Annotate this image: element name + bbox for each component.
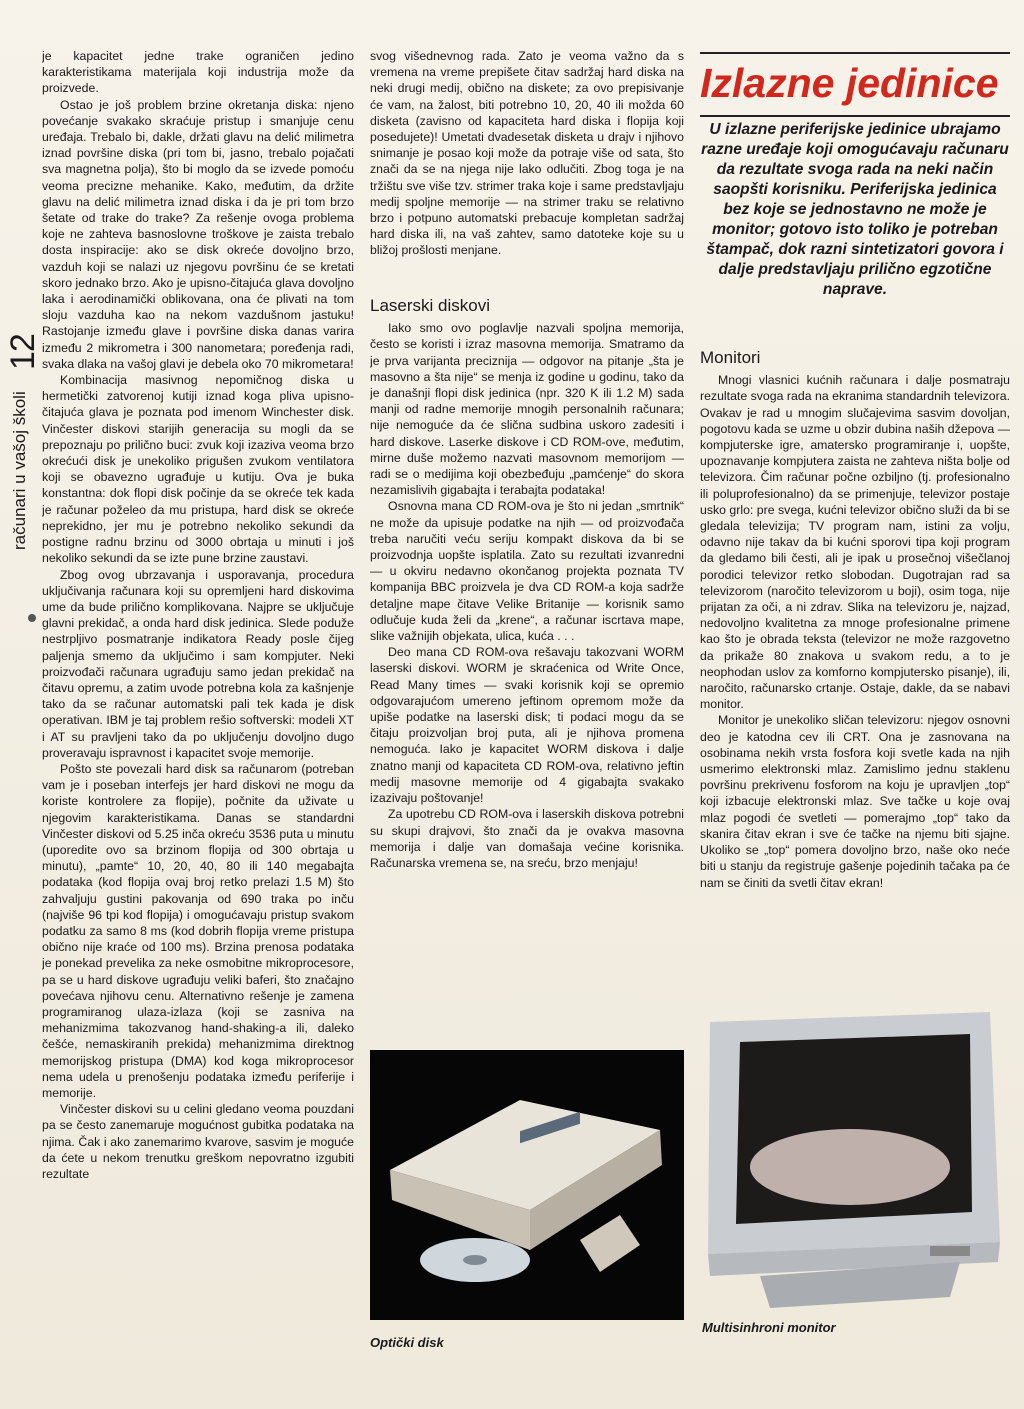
paragraph: Osnovna mana CD ROM-ova je što ni jedan „smrtnik“ ne može da upisuje podatke na njih — od proizvođača treba naručiti veću seriju kompakt diskova da bi se proizvodnja uopšte isplatila. Zato su rezultati izvanredni — u okviru nedavno okončanog projekta poznata TV kompanija BBC proizvela je dva CD ROM-a koja sadrže detaljne mape čitave Velike Britanije — korisnik samo odlučuje kuda želi da „krene“, a računar iscrtava mape, slike važnijih objekata, ulica, kuća . . . <box>370 499 684 644</box>
bullet-dot <box>28 614 36 622</box>
paragraph: Deo mana CD ROM-ova rešavaju takozvani WORM laserski diskovi. WORM je skraćenica od Write Once, Read Many times — svaki korisnik koji se opremio odgovarajućom umereno jeftinom opremom može da upiše podatke na laserski disk; ti podaci mogu da se čitaju proizvoljan broj puta, ali je njihova promena nemoguća. Iako je kapacitet WORM diskova i dalje znatno manji od kapaciteta CD ROM-ova, relativno jeftin medij masovne memorije od 4 gigabajta svakako izazivaju poštovanje! <box>370 645 684 806</box>
paragraph: Vinčester diskovi su u celini gledano veoma pouzdani pa se često zanemaruje mogućnost gubitka podataka na njima. Čak i ako zanemarimo kvarove, sasvim je moguće da ćete u nekom trenutku greškom nepovratno izgubiti rezultate <box>42 1102 354 1182</box>
paragraph: svog višednevnog rada. Zato je veoma važno da s vremena na vreme prepišete čitav sadržaj hard diska na neki drugi medij, obično na diskete; za ovo prepisivanje će vam, na žalost, biti potrebno 10, 20, 40 ili možda 60 disketa (zavisno od kapaciteta hard diska i flopija koji posedujete)! Umetati dvadesetak disketa u drajv i njihovo snimanje je posao koji može da potraje više od sata, što znači da se na njega nije lako odlučiti. Zbog toga je na tržištu sve više tzv. strimer traka koje i same predstavljaju medij spoljne memorije — na strimer traku se relativno brzo i potpuno automatski prebacuje kompletan sadržaj hard diska ili, na vaš zahtev, samo datoteke koje su u bližoj prošlosti menjane. <box>370 49 684 258</box>
paragraph: Zbog ovog ubrzavanja i usporavanja, procedura uključivanja računara koji su opremljeni hard diskovima ume da bude prilično komplikovana. Najpre se uključuje glavni prekidač, a onda hard disk jedinica. Slede poduže nestrpljivo posmatranje indikatora Ready posle čijeg paljenja smemo da uključimo i sam kompjuter. Neki proizvođači računara ugrađuju samo jedan prekidač na čitavu opremu, a zatim uvode potrebna kola za kašnjenje tako da se računar automatski pali tek kada je disk operativan. IBM je taj problem rešio softverski: modeli XT i AT su pravljeni tako da po uključenju dovoljno dugo proveravaju ispravnost i kapacitet svoje memorije. <box>42 567 354 760</box>
caption-optical-disk: Optički disk <box>370 1335 444 1350</box>
page-number: 12 <box>4 334 42 370</box>
optical-disk-photo <box>370 1050 684 1320</box>
section-heading-monitors: Monitori <box>700 350 761 367</box>
monitor-photo <box>700 992 1010 1312</box>
column-3 <box>700 350 1010 960</box>
paragraph: Ostao je još problem brzine okretanja diska: njeno povećanje svakako skraćuje pristup i smanjuje cenu uređaja. Trebalo bi, dakle, držati glavu na delić milimetra iznad površine diska (pri tom bi, jasno, trebalo pojačati sva magnetna polja), što bi moglo da se izvede pomoću veoma precizne mehanike. Kako, međutim, da držite glavu na delić milimetra iznad diska i da je pri tom brzo šetate od trake do trake? Za rešenje ovoga problema koje ne zahteva basnoslovne troškove je zaista trebalo dosta inspiracije: ako se disk okreće dovoljno brzo, vazduh koji se nalazi uz njegovu površinu će se kretati skoro jednako brzo. Ako je upisno-čitajuća glava dovoljno laka i aerodinamički oblikovana, ona će plivati na tom sloju vazduha kao na nekom vazdušnom jastuku! Rastojanje između glave i površine diska danas varira između 2 mikrometra i 300 nanometara; poređenja radi, svaka dlaka na vašoj glavi je debela oko 70 mikrometara! <box>42 97 354 371</box>
paragraph: Pošto ste povezali hard disk sa računarom (potreban vam je i poseban interfejs jer hard diskovi ne mogu da koriste kontrolere za flopije), počnite da uživate u njegovim karakteristikama. Danas se standardni Vinčester diskovi od 5.25 inča okreću 3536 puta u minutu (uporedite ovo sa brzinom flopija od 300 obrtaja u minutu), „pamte“ 10, 20, 40, 80 ili 140 megabajta podataka (kod flopija ovaj broj retko prelazi 1.5 M) što zahvaljuju gustini pakovanja od 690 traka po inču (najviše 96 tpi kod flopija) i omogućavaju pristup svakom podatku za samo 8 ms (kod dobrih flopija vreme pristupa obično nije kraće od 100 ms). Brzina prenosa podataka je ponekad prevelika za neke osmobitne mikroprocesore, pa se u hard diskove ugrađuju veliki baferi, što značajno povećava njihovu cenu. Alternativno rešenje je zamena programiranog ulaza-izlaza (koji se zasniva na mehanizmima takozvanog hand-shaking-a ili, daleko češće, nemaskiranih prekida) mehanizmima direktnog memorijskog pristupa (DMA) kod koga mikroprocesor nema udela u prenošenju podataka između periferije i memorije. <box>42 761 354 1100</box>
column-2-laser <box>370 298 684 948</box>
caption-monitor: Multisinhroni monitor <box>702 1320 836 1335</box>
column-1 <box>42 48 354 1358</box>
column-2-top <box>370 48 684 296</box>
paragraph: Za upotrebu CD ROM-ova i laserskih diskova potrebni su skupi drajvovi, što znači da je ovakva masovna memorija i dalje van domašaja većine korisnika. Računarska vremena se, na sreću, brzo menjaju! <box>370 807 684 870</box>
paragraph: Kombinacija masivnog nepomičnog diska u hermetički zatvorenoj kutiji iznad koga pliva upisno-čitajuća glava je poznata pod imenom Winchester disk. Vinčester diskovi starijih generacija su mogli da se prepoznaju po prilično buci: zvuk koji izaziva veoma brzo okrećući disk je unekoliko prigušen zvukom ventilatora koji se obavezno ugrađuje u kutiju. Ova je buka konstantna: dok flopi disk počinje da se okreće tek kada je računar poželeo da mu pristupa, hard disk se okreće neprekidno, jer mu je potrebno nekoliko sekundi da postigne radnu brzinu od 3000 obrtaja u minuti i još nekoliko sekundi da se izte pune brzine zaustavi. <box>42 373 354 566</box>
paragraph: Monitor je unekoliko sličan televizoru: njegov osnovni deo je katodna cev ili CRT. Ona je zasnovana na osobinama nekih vrsta fosfora koji svetle kada na njih usmerimo elektronski mlaz. Zamislimo jednu staklenu površinu prekrivenu fosforom na koju je upravljen „top“ koji izbacuje elektronski mlaz. Sve tačke u koje ovaj mlaz pogodi će svetleti — pomerajmo „top“ tako da skanira čitav ekran i sve će tačke na njemu biti sjajne. Ukoliko se „top“ pomera dovoljno brzo, naše oko neće biti u stanju da registruje gašenje pojedinih tačaka pa će nam se činiti da svetli čitav ekran! <box>700 713 1010 890</box>
paragraph: Mnogi vlasnici kućnih računara i dalje posmatraju rezultate svoga rada na ekranima standardnih televizora. Ovakav je rad u mnogim slučajevima sasvim dovoljan, pogotovu kada se uzme u obzir dubina naših džepova — kompjuterske igre, amatersko programiranje i, uopšte, upoznavanje kompjutera zaista ne zahteva ništa bolje od televizora. Čim računar počne ozbiljno (tj. profesionalno ili poluprofesionalno) da se primenjuje, televizor postaje usko grlo: pre svega, kućni televizor obično služi da bi se gledala televizija; TV program nam, istini za volju, odavno nije takav da bi kućni sporovi tipa koji program da gledamo bili česti, ali je ipak u prosečnoj višečlanoj porodici televizor retko slobodan. Dugotrajan rad sa televizorom (naročito televizorom u boji), osim toga, nije prijatan za oči, a ni zdrav. Slika na televizoru je, najzad, nedovoljno kvalitetna za mnoge profesionalne primene kao što je obrada teksta (televizor ne može razgovetno da prikaže 80 znakova u svakom redu, a to je neophodan uslov za komforno kompjutersko pisanje), ili, naročito, računarsko crtanje. Ostaje, dakle, da se nabavi monitor. <box>700 373 1010 712</box>
paragraph: Iako smo ovo poglavlje nazvali spoljna memorija, često se koristi i izraz masovna memorija. Smatramo da je prva varijanta preciznija — odgovor na pitanje „šta je masovno a šta nije“ se menja iz godine u godinu, tako da je današnji flopi disk jedinica (npr. 320 K ili 1.2 M) sada manji od radne memorije mnogih personalnih računara; nije nemoguće da će slična sudbina uskoro zadesiti i hard diskove. Laserke diskove i CD ROM-ove, međutim, mirne duše možemo nazvati masovnom memorijom — radi se o medijima koji obezbeđuju „pamćenje“ do skora nezamislivih gigabajta i terabajta podataka! <box>370 321 684 498</box>
running-head: računari u vašoj školi <box>10 391 29 550</box>
box-title-rule <box>700 115 1010 117</box>
box-top-rule <box>700 52 1010 54</box>
paragraph: je kapacitet jedne trake ograničen jedino karakteristikama materijala koji industrija može da proizvede. <box>42 49 354 96</box>
box-title: Izlazne jedinice <box>700 60 999 106</box>
monitor-drawing <box>700 992 1010 1312</box>
optical-disk-drawing <box>370 1050 684 1320</box>
side-margin <box>0 320 44 570</box>
box-lead: U izlazne periferijske jedinice ubrajamo razne uređaje koji omogućavaju računaru da rezultate svoga rada na neki način saopšti korisniku. Periferijska jedinica bez koje se jednostavno ne može je monitor; gotovo isto toliko je potreban štampač, dok razni sintetizatori govora i dalje predstavljaju prilično egzotične naprave. <box>701 121 1009 298</box>
section-heading-laser: Laserski diskovi <box>370 298 490 315</box>
